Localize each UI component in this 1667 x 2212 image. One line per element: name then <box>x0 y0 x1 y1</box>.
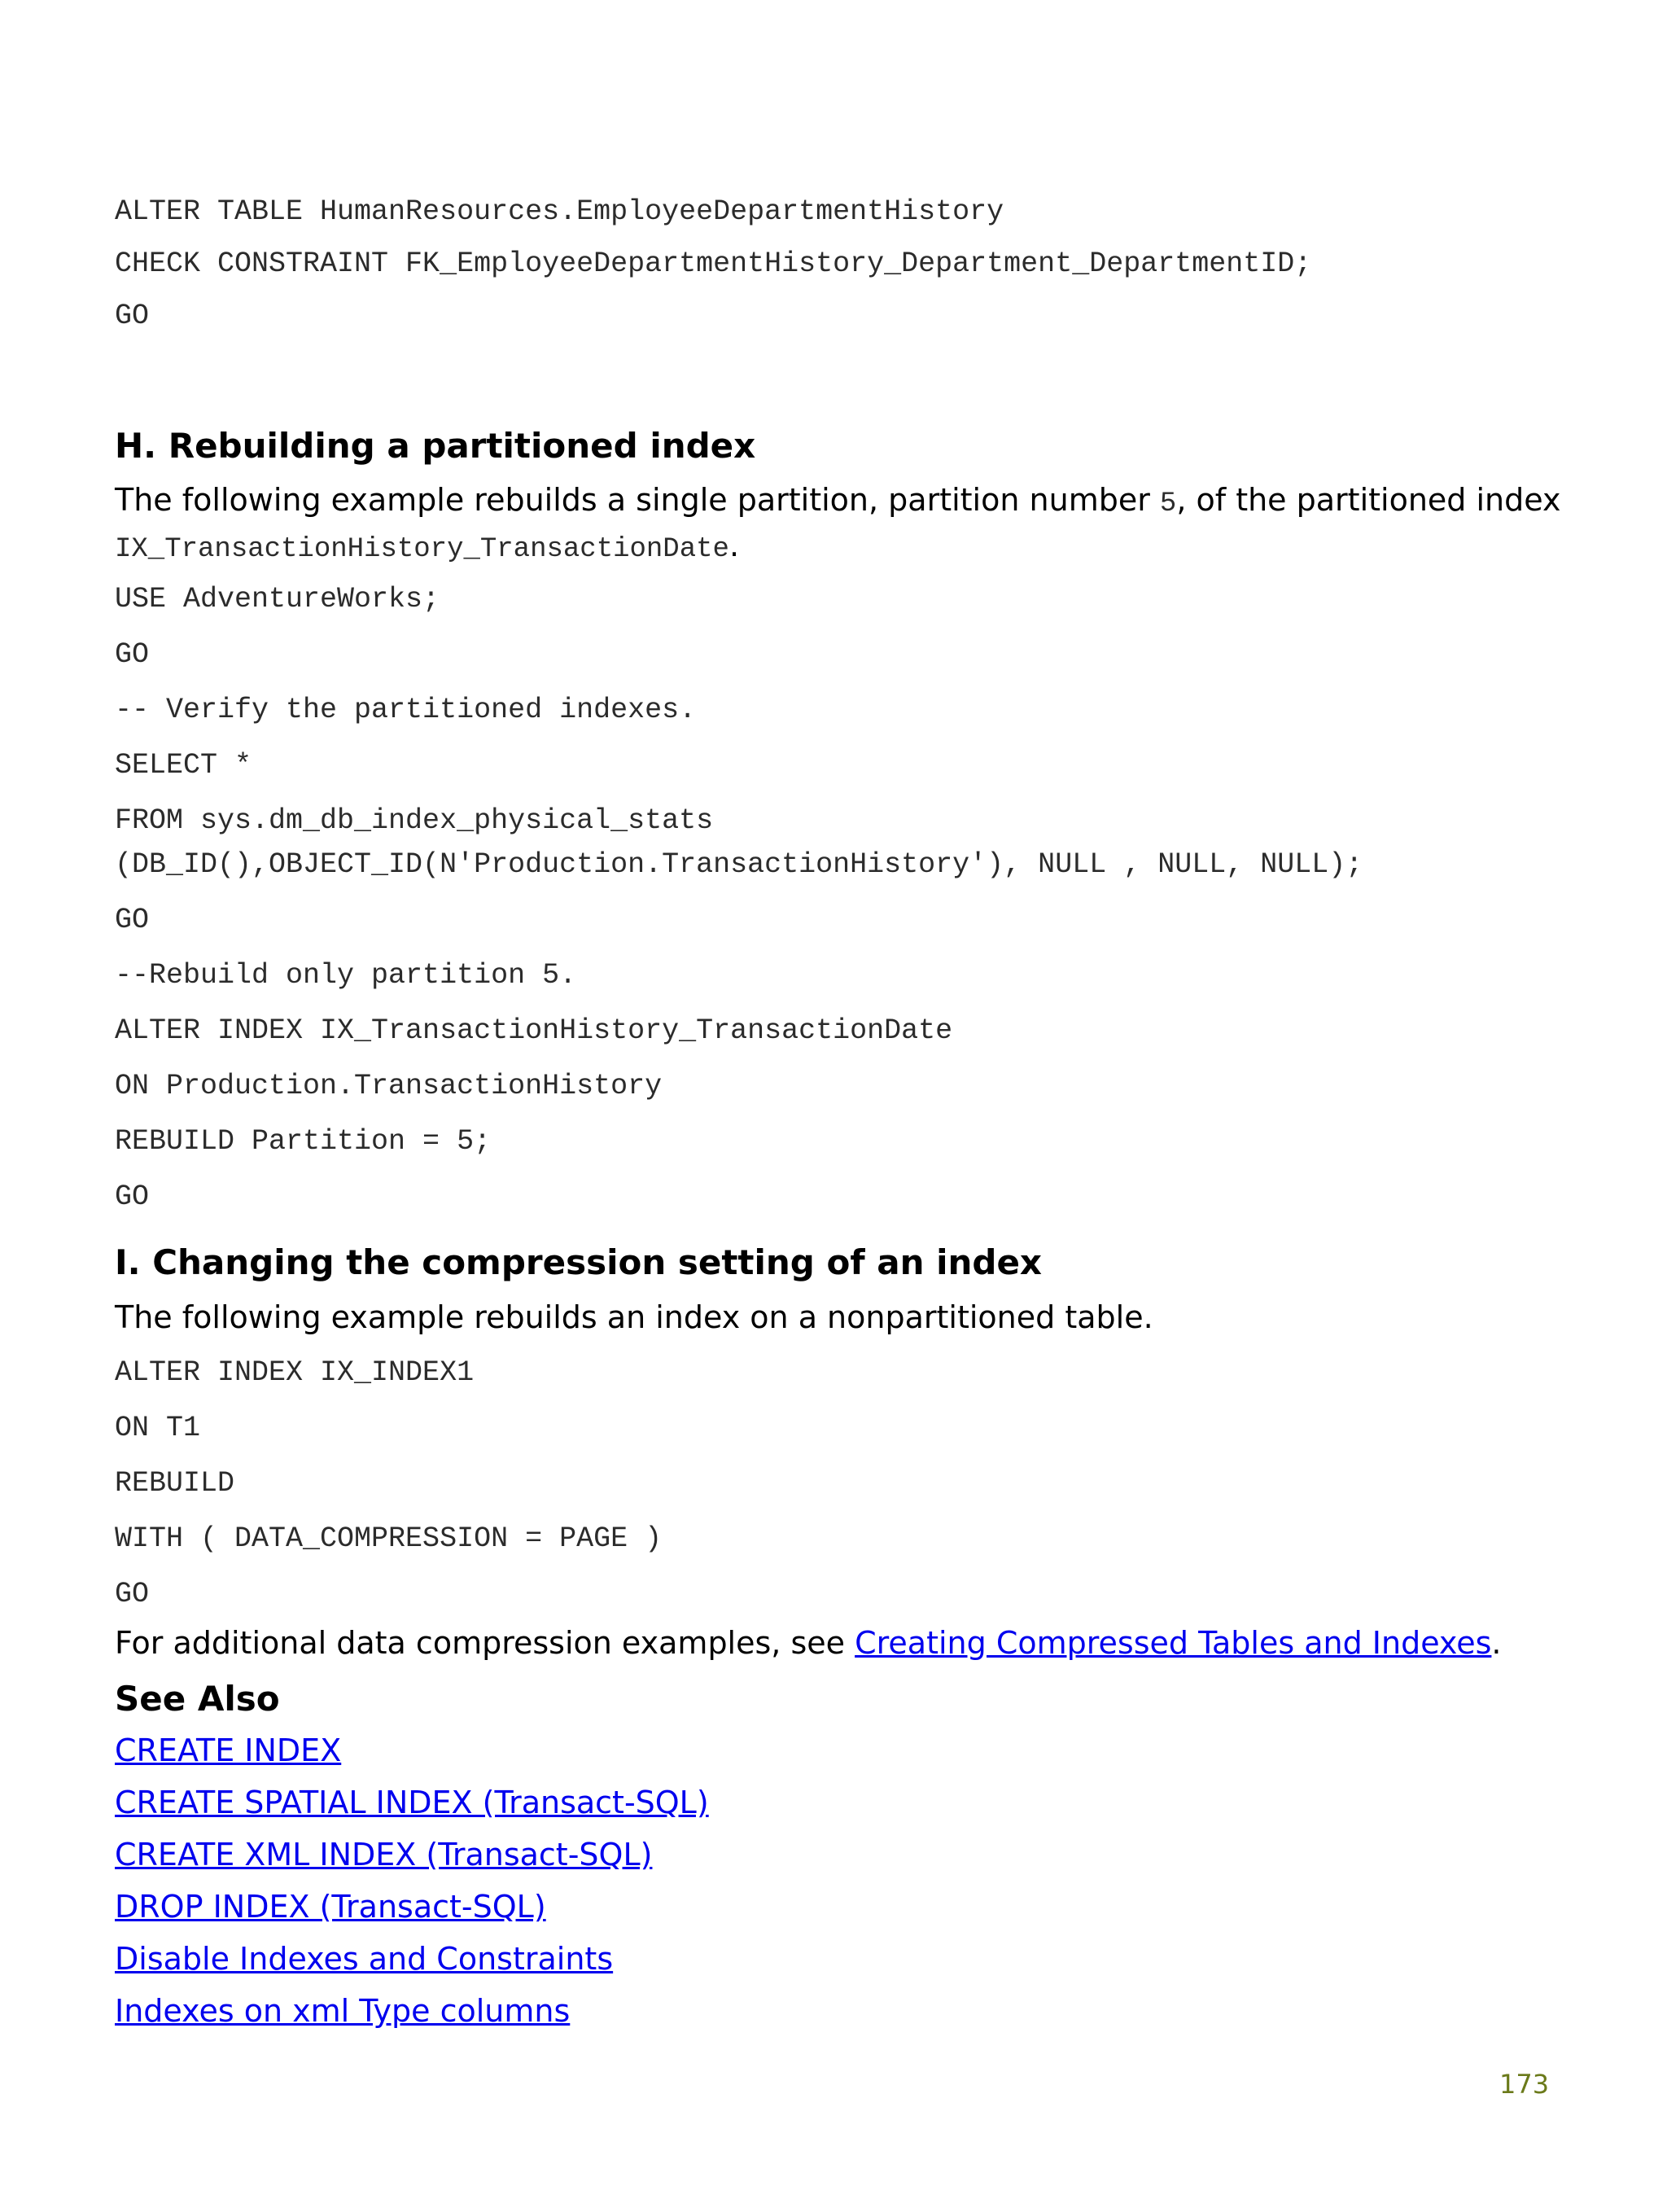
section-h-intro <box>115 480 1560 523</box>
code-line: WITH ( DATA_COMPRESSION = PAGE ) <box>115 1522 663 1555</box>
see-also-link-indexes-xml[interactable]: Indexes on xml Type columns <box>115 1993 571 2029</box>
code-line: USE AdventureWorks; <box>115 583 440 615</box>
see-also-link-create-spatial-index[interactable]: CREATE SPATIAL INDEX (Transact-SQL) <box>115 1785 709 1820</box>
inline-code: IX_TransactionHistory_TransactionDate <box>115 534 729 565</box>
intro-text: . <box>728 528 740 563</box>
see-also-heading: See Also <box>115 1679 280 1719</box>
code-line: -- Verify the partitioned indexes. <box>115 694 697 726</box>
footer-text: . <box>1491 1625 1502 1661</box>
inline-code: 5 <box>1159 488 1177 519</box>
intro-text: , of the partitioned index <box>1176 482 1561 518</box>
page-number: 173 <box>1499 2069 1550 2100</box>
code-line: SELECT * <box>115 749 252 782</box>
code-line: REBUILD Partition = 5; <box>115 1125 492 1158</box>
see-also-link-drop-index[interactable]: DROP INDEX (Transact-SQL) <box>115 1889 546 1925</box>
code-line: GO <box>115 300 150 332</box>
section-heading-i: I. Changing the compression setting of an index <box>115 1242 1043 1282</box>
see-also-link-create-index[interactable]: CREATE INDEX <box>115 1732 342 1768</box>
code-line: ON Production.TransactionHistory <box>115 1070 663 1102</box>
see-also-link-disable-indexes[interactable]: Disable Indexes and Constraints <box>115 1941 614 1977</box>
code-line: CHECK CONSTRAINT FK_EmployeeDepartmentHistory_Department_DepartmentID; <box>115 247 1312 280</box>
code-line: GO <box>115 1180 150 1213</box>
section-heading-h: H. Rebuilding a partitioned index <box>115 426 756 466</box>
code-line: --Rebuild only partition 5. <box>115 959 577 992</box>
section-i-intro: The following example rebuilds an index on a nonpartitioned table. <box>115 1299 1153 1335</box>
code-line: ALTER INDEX IX_TransactionHistory_TransactionDate <box>115 1014 953 1047</box>
code-line: GO <box>115 638 150 671</box>
code-line: FROM sys.dm_db_index_physical_stats <box>115 804 714 837</box>
code-line: ON T1 <box>115 1412 201 1444</box>
code-line: ALTER INDEX IX_INDEX1 <box>115 1356 475 1389</box>
intro-text: The following example rebuilds a single partition, partition number <box>115 482 1160 518</box>
code-line: GO <box>115 1578 150 1610</box>
section-i-footer <box>115 1623 1502 1662</box>
code-line: REBUILD <box>115 1467 235 1500</box>
section-h-intro-line2 <box>115 526 739 569</box>
footer-text: For additional data compression examples, see <box>115 1625 855 1661</box>
creating-compressed-tables-link[interactable]: Creating Compressed Tables and Indexes <box>855 1625 1492 1661</box>
code-line: (DB_ID(),OBJECT_ID(N'Production.TransactionHistory'), NULL , NULL, NULL); <box>115 848 1363 881</box>
see-also-link-create-xml-index[interactable]: CREATE XML INDEX (Transact-SQL) <box>115 1837 653 1873</box>
code-line: GO <box>115 904 150 936</box>
code-line: ALTER TABLE HumanResources.EmployeeDepartmentHistory <box>115 195 1004 228</box>
